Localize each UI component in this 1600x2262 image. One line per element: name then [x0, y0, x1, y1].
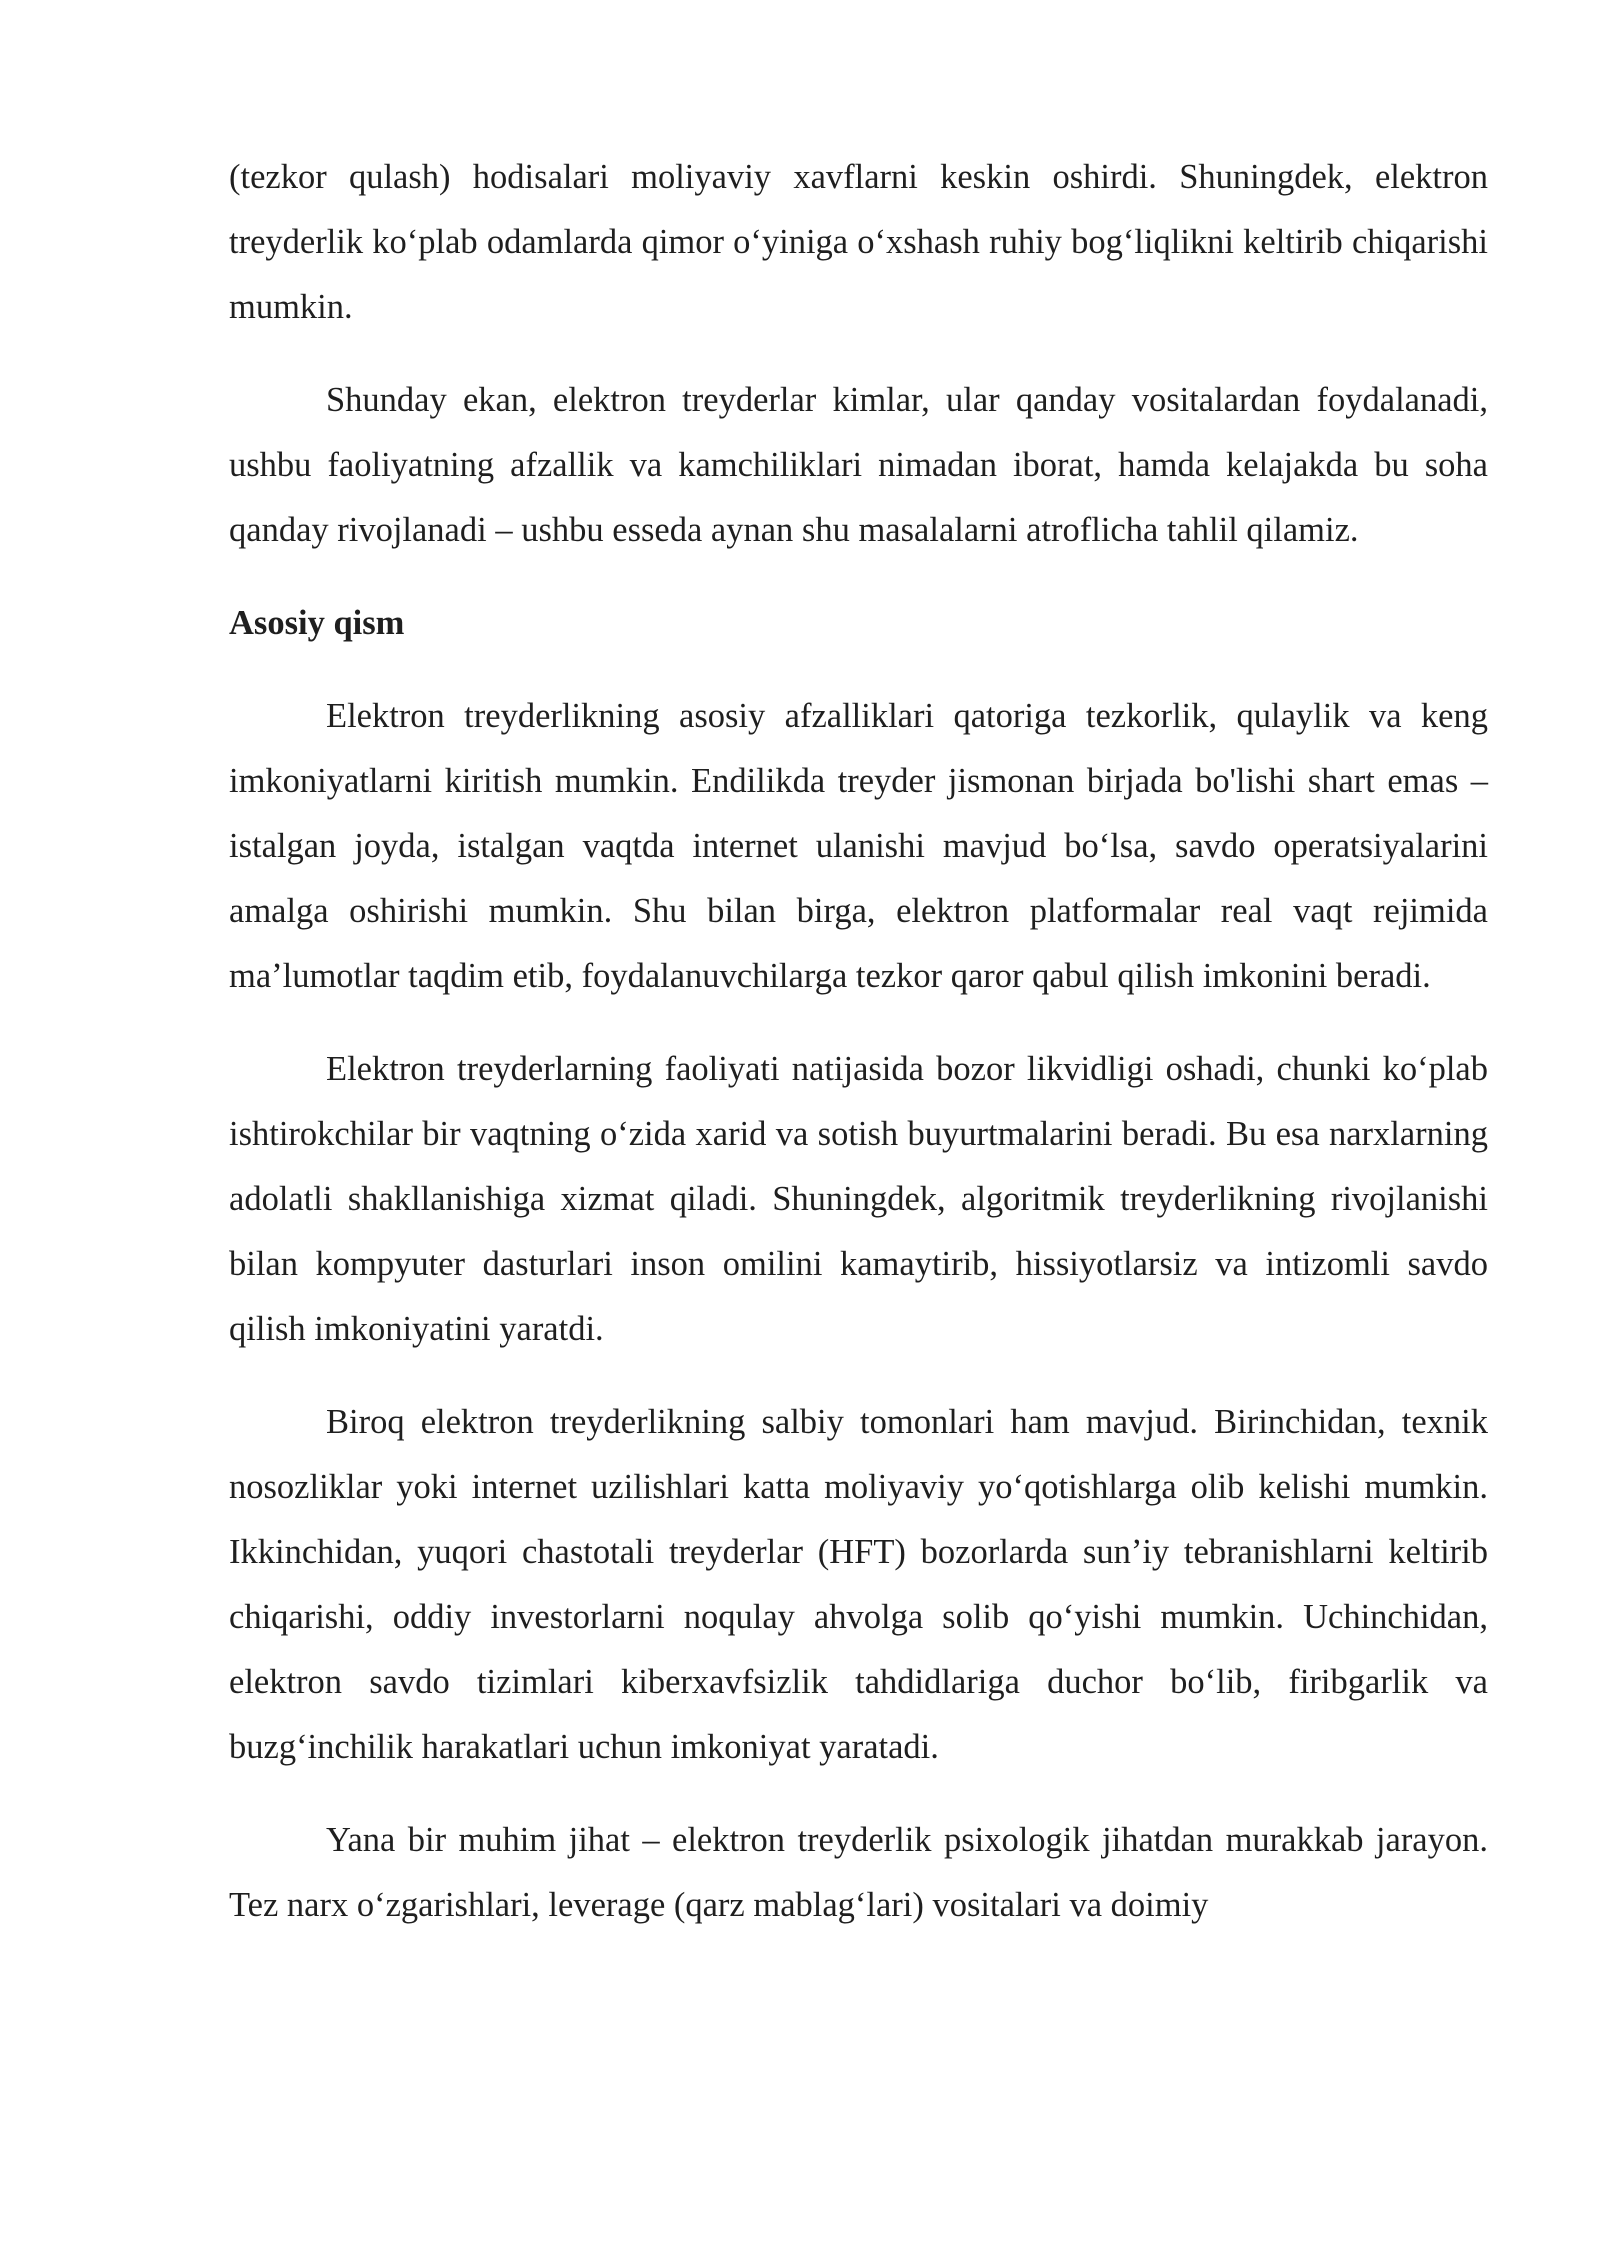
section-heading: Asosiy qism: [229, 604, 405, 642]
paragraph-disadvantages: Biroq elektron treyderlikning salbiy tomonlari ham mavjud. Birinchidan, texnik nosozliklar yoki internet uzilishlari katta moliyaviy yoʻqotishlarga olib kelishi mumkin. Ikkinchidan, yuqori chastotali treyderlar (HFT) bozorlarda sunʼiy tebranishlarni keltirib chiqarishi, oddiy investorlarni noqulay ahvolga solib qoʻyishi mumkin. Uchinchidan, elektron savdo tizimlari kiberxavfsizlik tahdidlariga duchor boʻlib, firibgarlik va buzgʻinchilik harakatlari uchun imkoniyat yaratadi.: [229, 1403, 1488, 1766]
paragraph-essay-aim: Shunday ekan, elektron treyderlar kimlar, ular qanday vositalardan foydalanadi, ushbu faoliyatning afzallik va kamchiliklari nimadan iborat, hamda kelajakda bu soha qanday rivojlanadi – ushbu esseda aynan shu masalalarni atroflicha tahlil qilamiz.: [229, 381, 1488, 549]
document-body: [229, 145, 1488, 1938]
paragraph-liquidity: Elektron treyderlarning faoliyati natijasida bozor likvidligi oshadi, chunki koʻplab ishtirokchilar bir vaqtning oʻzida xarid va sotish buyurtmalarini beradi. Bu esa narxlarning adolatli shakllanishiga xizmat qiladi. Shuningdek, algoritmik treyderlikning rivojlanishi bilan kompyuter dasturlari inson omilini kamaytirib, hissiyotlarsiz va intizomli savdo qilish imkoniyatini yaratdi.: [229, 1050, 1488, 1348]
paragraph-intro-continuation: (tezkor qulash) hodisalari moliyaviy xavflarni keskin oshirdi. Shuningdek, elektron treyderlik koʻplab odamlarda qimor oʻyiniga oʻxshash ruhiy bogʻliqlikni keltirib chiqarishi mumkin.: [229, 158, 1488, 326]
paragraph-psychology: Yana bir muhim jihat – elektron treyderlik psixologik jihatdan murakkab jarayon. Tez narx oʻzgarishlari, leverage (qarz mablagʻlari) vositalari va doimiy: [229, 1821, 1488, 1924]
paragraph-advantages: Elektron treyderlikning asosiy afzalliklari qatoriga tezkorlik, qulaylik va keng imkoniyatlarni kiritish mumkin. Endilikda treyder jismonan birjada bo'lishi shart emas – istalgan joyda, istalgan vaqtda internet ulanishi mavjud boʻlsa, savdo operatsiyalarini amalga oshirishi mumkin. Shu bilan birga, elektron platformalar real vaqt rejimida maʼlumotlar taqdim etib, foydalanuvchilarga tezkor qaror qabul qilish imkonini beradi.: [229, 697, 1488, 995]
